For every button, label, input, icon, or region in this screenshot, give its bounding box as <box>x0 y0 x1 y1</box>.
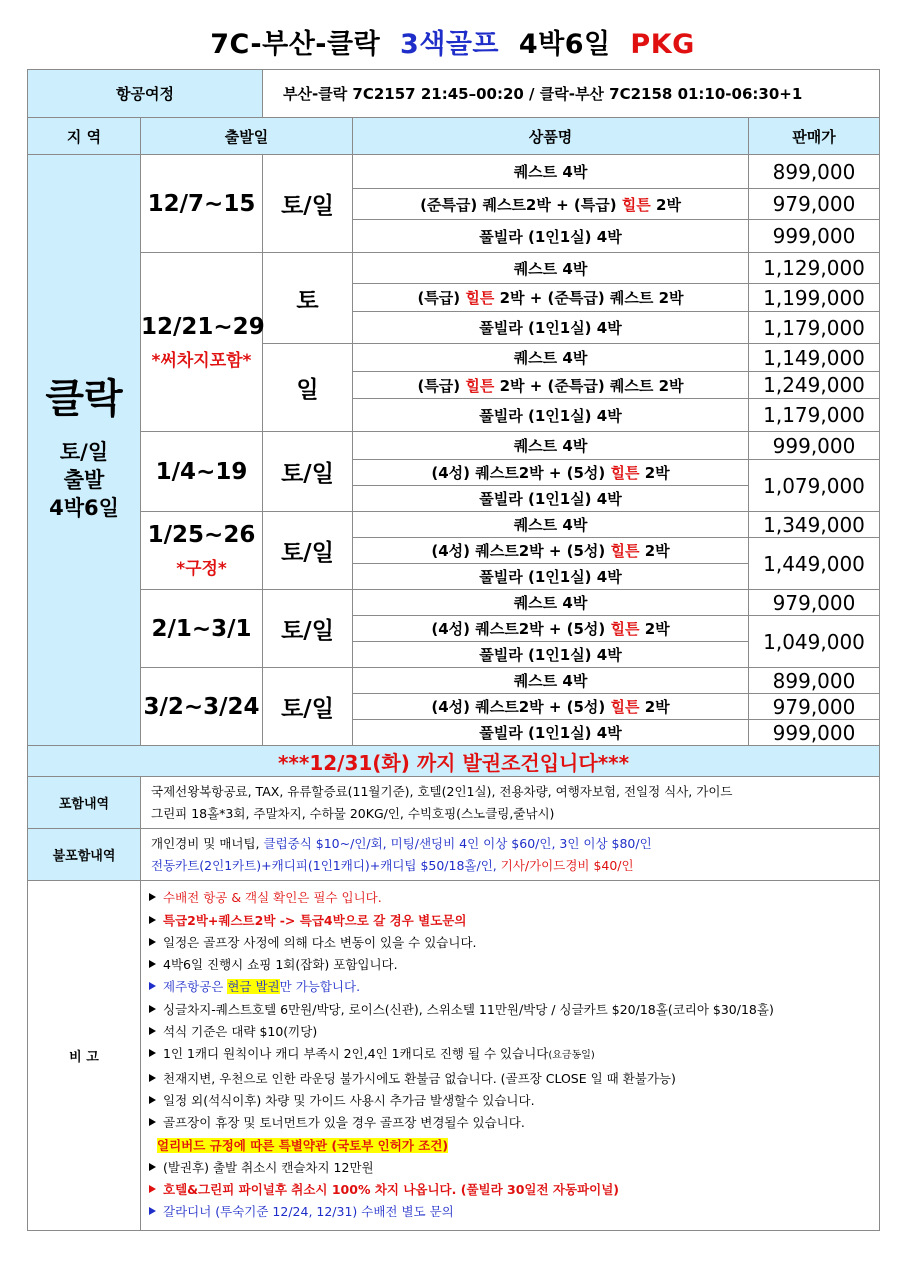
product-text: 2박 <box>639 464 670 482</box>
remark-text: 골프장이 휴장 및 토너먼트가 있을 경우 골프장 변경될수 있습니다. <box>163 1115 525 1131</box>
remarks-content <box>141 881 880 1231</box>
product-text: 퀘스트 4박 <box>513 437 588 455</box>
hotel-highlight: 힐튼 <box>465 289 495 307</box>
remark-item <box>149 1043 871 1067</box>
product-name <box>353 253 749 284</box>
date-text: 3/2~3/24 <box>143 693 260 720</box>
title-duration: 4박6일 <box>518 29 611 60</box>
bullet-triangle-icon <box>149 1005 156 1013</box>
price-cell <box>749 220 880 253</box>
departure-date <box>141 590 263 668</box>
price-cell <box>749 372 880 399</box>
bullet-triangle-icon <box>149 916 156 924</box>
title-golf: 3색골프 <box>399 29 500 60</box>
product-text: 풀빌라 (1인1실) 4박 <box>479 406 622 425</box>
product-name <box>353 155 749 189</box>
remark-item <box>149 910 871 932</box>
date-note: *써차지포함* <box>151 350 252 371</box>
bullet-triangle-icon <box>149 938 156 946</box>
price-cell <box>749 344 880 372</box>
price-value: 899,000 <box>772 159 856 184</box>
price-value: 999,000 <box>772 224 856 248</box>
product-name <box>353 284 749 312</box>
departure-day <box>263 590 353 668</box>
departure-date <box>141 253 263 432</box>
remark-text: 싱글차지-퀘스트호텔 6만원/박당, 로이스(신관), 스위소텔 11만원/박당 / 싱글카트 $20/18홀(코리아 $30/18홀) <box>163 1001 774 1017</box>
product-text: 풀빌라 (1인1실) 4박 <box>479 568 622 586</box>
price-cell <box>749 312 880 344</box>
product-name <box>353 486 749 512</box>
remarks-label <box>28 881 141 1231</box>
col-product: 상품명 <box>353 118 749 155</box>
table-row <box>28 590 880 616</box>
price-cell <box>749 590 880 616</box>
product-name <box>353 668 749 694</box>
product-name <box>353 616 749 642</box>
day-text: 토/일 <box>281 618 334 644</box>
remark-text: (발권후) 출발 취소시 캔슬차지 12만원 <box>163 1159 374 1175</box>
product-text: 2박 + (준특급) 퀘스트 2박 <box>494 376 684 395</box>
product-name <box>353 189 749 220</box>
included-content <box>141 777 880 829</box>
notice-text: ***12/31(화) 까지 발권조건입니다*** <box>277 750 630 775</box>
product-text: (준특급) 퀘스트2박 + (특급) <box>420 195 622 214</box>
hotel-highlight: 힐튼 <box>465 376 495 395</box>
product-text: 퀘스트 4박 <box>513 516 588 534</box>
hotel-highlight: 힐튼 <box>610 698 640 716</box>
price-cell <box>749 189 880 220</box>
hotel-highlight: 힐튼 <box>621 195 651 214</box>
remark-text: 제주항공은 <box>163 979 228 995</box>
hotel-highlight: 힐튼 <box>610 542 640 560</box>
excluded-line: 클럽중식 $10~/인/회, 미팅/샌딩비 4인 이상 $60/인, 3인 이상 $80/인 <box>263 836 652 852</box>
product-text: 풀빌라 (1인1실) 4박 <box>479 490 622 508</box>
remark-item <box>149 1201 871 1223</box>
price-cell <box>749 284 880 312</box>
product-text: (4성) 퀘스트2박 + (5성) <box>431 698 611 716</box>
region-name: 클락 <box>45 376 123 423</box>
remark-text: (요금동일) <box>548 1050 595 1062</box>
product-text: 2박 <box>639 542 670 560</box>
hotel-highlight: 힐튼 <box>610 464 640 482</box>
price-value: 1,149,000 <box>763 345 865 370</box>
price-cell <box>749 512 880 538</box>
price-cell <box>749 460 880 512</box>
remark-item <box>149 954 871 976</box>
price-cell <box>749 616 880 668</box>
price-value: 979,000 <box>772 694 856 719</box>
product-text: (4성) 퀘스트2박 + (5성) <box>431 620 611 638</box>
product-text: 2박 <box>650 195 681 214</box>
product-text: 2박 <box>639 698 670 716</box>
departure-day <box>263 344 353 432</box>
product-name <box>353 372 749 399</box>
hotel-highlight: 힐튼 <box>610 620 640 638</box>
remark-item <box>149 932 871 954</box>
price-value: 979,000 <box>772 590 856 615</box>
product-name <box>353 399 749 432</box>
product-name <box>353 694 749 720</box>
day-text: 토/일 <box>281 461 334 487</box>
price-value: 979,000 <box>772 192 856 216</box>
product-text: 2박 <box>639 620 670 638</box>
ticketing-notice <box>28 746 880 777</box>
remark-item <box>149 1112 871 1134</box>
price-value: 999,000 <box>772 433 856 458</box>
remark-item <box>149 999 871 1021</box>
remark-text: 만 가능합니다. <box>279 979 361 995</box>
table-row <box>28 512 880 538</box>
date-note: *구정* <box>176 559 227 579</box>
price-cell <box>749 399 880 432</box>
product-name <box>353 538 749 564</box>
col-price: 판매가 <box>749 118 880 155</box>
bullet-triangle-icon <box>149 1207 156 1215</box>
product-text: (4성) 퀘스트2박 + (5성) <box>431 464 611 482</box>
price-value: 1,199,000 <box>763 285 865 310</box>
price-cell <box>749 155 880 189</box>
bullet-triangle-icon <box>149 1118 156 1126</box>
product-text: (특급) <box>417 376 466 395</box>
remark-text: 현금 발권 <box>227 979 280 995</box>
remark-item <box>149 976 871 998</box>
product-text: 풀빌라 (1인1실) 4박 <box>479 227 622 246</box>
product-text: 퀘스트 4박 <box>513 349 588 367</box>
remark-item <box>149 1135 871 1157</box>
product-text: 풀빌라 (1인1실) 4박 <box>479 646 622 664</box>
price-cell <box>749 432 880 460</box>
date-text: 1/25~26 <box>147 522 256 548</box>
price-cell <box>749 720 880 746</box>
product-text: (4성) 퀘스트2박 + (5성) <box>431 542 611 560</box>
bullet-triangle-icon <box>149 960 156 968</box>
product-text: 퀘스트 4박 <box>513 672 588 690</box>
product-name <box>353 512 749 538</box>
departure-day <box>263 432 353 512</box>
col-region: 지 역 <box>28 118 141 155</box>
day-text: 토/일 <box>281 696 334 722</box>
bullet-triangle-icon <box>149 1049 156 1057</box>
remark-item <box>149 1157 871 1179</box>
departure-date <box>141 155 263 253</box>
departure-date <box>141 668 263 746</box>
price-cell <box>749 694 880 720</box>
product-name <box>353 642 749 668</box>
date-text: 12/21~29 <box>141 313 265 340</box>
price-cell <box>749 668 880 694</box>
day-text: 토/일 <box>281 540 334 566</box>
departure-day <box>263 253 353 344</box>
remark-item <box>149 887 871 909</box>
excluded-line: 개인경비 및 매너팁, <box>151 836 264 852</box>
product-name <box>353 432 749 460</box>
included-line: 국제선왕복항공료, TAX, 유류할증료(11월기준), 호텔(2인1실), 전용차량, 여행자보험, 전일정 식사, 가이드 <box>151 784 733 800</box>
bullet-triangle-icon <box>149 1027 156 1035</box>
remark-item <box>149 1090 871 1112</box>
date-text: 2/1~3/1 <box>151 615 252 642</box>
price-value: 1,249,000 <box>763 373 865 397</box>
product-text: (특급) <box>417 289 466 307</box>
remark-item <box>149 1021 871 1043</box>
date-text: 12/7~15 <box>147 190 256 217</box>
remark-text: 4박6일 진행시 쇼핑 1회(잡화) 포함입니다. <box>163 957 398 973</box>
price-value: 1,049,000 <box>763 629 865 654</box>
table-row <box>28 253 880 284</box>
departure-day <box>263 155 353 253</box>
remarks-label-text: 비 고 <box>69 1050 99 1065</box>
price-value: 999,000 <box>772 720 856 745</box>
bullet-triangle-icon <box>149 982 156 990</box>
remark-text: 천재지변, 우천으로 인한 라운딩 불가시에도 환불금 없습니다. (골프장 CLOSE 일 때 환불가능) <box>163 1070 676 1086</box>
col-date: 출발일 <box>141 118 353 155</box>
day-text: 토/일 <box>281 193 334 219</box>
remark-text: 수배전 항공 & 객실 확인은 필수 입니다. <box>163 890 382 906</box>
region-cell <box>28 155 141 746</box>
product-text: 퀘스트 4박 <box>513 259 588 278</box>
product-text: 퀘스트 4박 <box>513 163 588 181</box>
region-line1: 토/일 <box>59 440 109 465</box>
excluded-label <box>28 829 141 881</box>
remark-text: 일정 외(석식이후) 차량 및 가이드 사용시 추가금 발생할수 있습니다. <box>163 1092 535 1108</box>
departure-date <box>141 512 263 590</box>
table-row <box>28 668 880 694</box>
bullet-triangle-icon <box>149 1096 156 1104</box>
price-cell <box>749 253 880 284</box>
remark-item <box>149 1179 871 1201</box>
product-name <box>353 312 749 344</box>
region-line2: 출발 <box>63 468 105 493</box>
title-route: 7C-부산-클락 <box>210 29 381 60</box>
product-text: 2박 + (준특급) 퀘스트 2박 <box>494 289 684 307</box>
price-value: 899,000 <box>772 668 856 693</box>
price-value: 1,079,000 <box>763 473 865 498</box>
product-name <box>353 564 749 590</box>
included-label-text: 포함내역 <box>58 797 110 812</box>
remark-text: 일정은 골프장 사정에 의해 다소 변동이 있을 수 있습니다. <box>163 934 477 950</box>
price-value: 1,179,000 <box>763 315 865 340</box>
region-line3: 4박6일 <box>49 495 119 520</box>
departure-day <box>263 512 353 590</box>
bullet-triangle-icon <box>149 893 156 901</box>
excluded-line: 전동카트(2인1카트)+캐디피(1인1캐디)+캐디팁 $50/18홀/인, <box>151 857 501 873</box>
price-cell <box>749 538 880 590</box>
product-name <box>353 720 749 746</box>
product-name <box>353 220 749 253</box>
product-name <box>353 344 749 372</box>
product-text: 풀빌라 (1인1실) 4박 <box>479 319 622 337</box>
remark-text: 석식 기준은 대략 $10(끼당) <box>163 1024 318 1040</box>
departure-date <box>141 432 263 512</box>
excluded-label-text: 불포함내역 <box>52 849 116 864</box>
price-value: 1,179,000 <box>763 403 865 427</box>
bullet-triangle-icon <box>149 1074 156 1082</box>
remark-text: 얼리버드 규정에 따른 특별약관 (국토부 인허가 조건) <box>157 1137 449 1153</box>
excluded-content <box>141 829 880 881</box>
bullet-triangle-icon <box>149 1163 156 1171</box>
departure-day <box>263 668 353 746</box>
included-line: 그린피 18홀*3회, 주말차지, 수하물 20KG/인, 수빅호핑(스노클링,줄낚시) <box>151 805 555 821</box>
page-title <box>0 22 905 61</box>
price-value: 1,449,000 <box>763 551 865 576</box>
flight-value: 부산-클락 7C2157 21:45–00:20 / 클락-부산 7C2158 01:10-06:30+1 <box>263 70 880 118</box>
day-text: 토 <box>296 287 319 314</box>
excluded-line: 기사/가이드경비 $40/인 <box>500 857 634 873</box>
price-table <box>27 69 880 1231</box>
remark-text: 1인 1캐디 원칙이나 캐디 부족시 2인,4인 1캐디로 진행 될 수 있습니다 <box>163 1046 549 1062</box>
remark-text: 호텔&그린피 파이널후 취소시 100% 차지 나옵니다. (풀빌라 30일전 자동파이널) <box>163 1182 620 1198</box>
product-text: 풀빌라 (1인1실) 4박 <box>479 724 622 742</box>
flight-label: 항공여정 <box>28 70 263 118</box>
table-row <box>28 432 880 460</box>
remark-text: 특급2박+퀘스트2박 -> 특급4박으로 갈 경우 별도문의 <box>163 912 467 928</box>
included-label <box>28 777 141 829</box>
price-value: 1,349,000 <box>763 512 865 537</box>
product-text: 퀘스트 4박 <box>513 594 588 612</box>
price-value: 1,129,000 <box>763 256 865 280</box>
table-row <box>28 155 880 189</box>
day-text: 일 <box>296 377 319 403</box>
remark-text: 갈라디너 (투숙기준 12/24, 12/31) 수배전 별도 문의 <box>163 1204 454 1220</box>
title-pkg: PKG <box>630 29 695 60</box>
bullet-triangle-icon <box>149 1185 156 1193</box>
product-name <box>353 590 749 616</box>
remark-item <box>149 1068 871 1090</box>
product-name <box>353 460 749 486</box>
date-text: 1/4~19 <box>155 458 248 485</box>
